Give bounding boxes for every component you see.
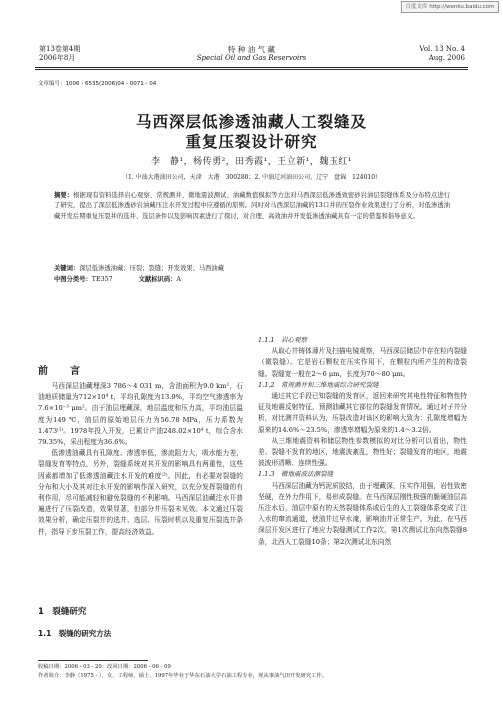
header-left — [39, 45, 80, 63]
doc-code-text: A — [176, 276, 181, 283]
footnote-received: 收稿日期：2006 - 03 - 20；改回日期：2006 - 06 - 09 — [38, 664, 171, 670]
right-paragraph-3: 从三维地震资料和储层物性参数模拟的对比分析可以看出，物性差、裂缝不发育的地区，地震波紊乱，物性好；裂缝发育的地区，地震波波形清晰、连续性强。 — [258, 436, 467, 468]
volume-cn: 第13卷第4期 — [39, 45, 81, 53]
keywords — [54, 264, 450, 274]
abstract-label: 摘要： — [54, 192, 74, 199]
title-line-2: 重复压裂设计研究 — [185, 133, 318, 151]
classification — [54, 275, 450, 285]
subsection-1-1-3: 1.1.3 微地震波法测裂缝 — [258, 470, 334, 479]
affiliation: （1. 中油大港油田公司，天津 大港 300280；2. 中油辽河油田公司，辽宁 盘锦 124010） — [121, 174, 382, 181]
clc-label: 中图分类号： — [54, 276, 92, 283]
keywords-label: 关键词： — [54, 265, 80, 272]
header-rule-thin — [35, 69, 468, 70]
date-cn: 2006年8月 — [39, 54, 76, 62]
journal-en: Special Oil and Gas Reservoirs — [196, 54, 307, 62]
footnote-rule — [38, 660, 148, 661]
footnote-author: 作者简介：李静（1975 - ），女，工程师，硕士，1997年毕业于华东石油大学石油工程专业，现从事油气田开发研究工作。 — [38, 673, 328, 679]
volume-en: Vol. 13 No. 4 — [419, 45, 465, 53]
abstract — [54, 191, 450, 222]
header-center — [150, 45, 353, 63]
right-column — [258, 335, 467, 548]
header-right — [419, 45, 465, 63]
right-paragraph-2: 通过其它手段已知裂缝的发育区，返回来研究其电性特征和物性特征及地震反射特征，预测油藏其它部位的裂缝发育情况。通过对子井分析，对比测井资料认为，压裂改造对该区的影响大致为：孔隙度增幅为原来的14.6%～23.5%，渗透率增幅为原来的1.4～3.2倍。 — [258, 392, 467, 434]
abstract-text: 根据现有资料选择岩心观察、常规测井、微地震波测试、油藏数值模拟等方法对马西深层低渗透致密砂岩油层裂缝体系及分布特点进行了研究，提出了深层低渗透砂岩油藏压注水开发过程中应遵循的原则。同时对马西深层油藏的13口井的压裂作业效果进行了分析，对低渗透油藏开发后期重复压裂井的选井、选层条件以及影响因素进行了探讨，对合理、高效油井开发低渗透油藏具有一定的借鉴和指导意义。 — [54, 192, 451, 220]
title-line-1: 马西深层低渗透油藏人工裂缝及 — [135, 113, 367, 131]
keywords-text: 深层低渗透油藏；压裂；裂缝；开发效果；马西油藏 — [79, 265, 225, 272]
authors: 李 静¹，杨传勇²，田秀霞¹，王立新¹，魏玉红¹ — [150, 157, 353, 167]
preface-heading: 前 言 — [38, 366, 86, 377]
date-en: Aug. 2006 — [428, 54, 465, 62]
journal-cn: 特 种 油 气 藏 — [227, 45, 276, 54]
section-1-heading: 1 裂缝研究 — [38, 607, 87, 617]
article-number: 文章编号：1006 - 6535(2006)04 - 0071 - 04 — [38, 81, 157, 87]
left-column — [38, 381, 243, 538]
subsection-1-1-1: 1.1.1 岩心观察 — [258, 336, 308, 344]
watermark: 百度文库 http://wenku.baidu.com — [401, 1, 499, 13]
subsection-1-1-2: 1.1.2 常规测井和三维地震综合研究裂缝 — [258, 380, 379, 389]
section-1-1-heading: 1.1 裂缝的研究方法 — [38, 629, 112, 638]
clc-text: TE357 — [91, 276, 113, 283]
left-paragraph-1: 马西深层油藏埋深3 786～4 031 m，含油面积为9.0 km²，石油地质储量为712×10⁴ t，平均孔隙度为13.9%，平均空气渗透率为7.6×10⁻³ μm²。由于油层埋藏深，地层温度和压力高，平均油层温度为149 ℃，油层的原始地层压力为56.78 MPa，压力系数为1.473⁽¹⁾。1978年投入开发，已累计产油248.02×10⁴ t，综合含水79.35%，采出程度为36.6%。 — [38, 382, 243, 447]
doc-code-label: 文献标识码： — [138, 276, 177, 283]
left-paragraph-2: 低渗透油藏具有孔隙度、渗透率低，渗流阻力大，吸水能力差，裂缝发育等特点，另外，裂缝系统对其开发的影响具有两重性，这些因素都增加了低渗透油藏注水开发的难度⁽²⁾。因此，有必要对裂缝的分布和大小及其对注水开发的影响作深入研究，以充分发挥裂缝的有利作用，尽可能减轻和避免裂缝的不利影响。马西深层油藏注水开普遍进行了压裂改造，效果显著，但部分井压裂未见效。本文通过压裂效果分析，确定压裂井的选井、选层、压裂时机以及重复压裂选井条件，指导下步压裂工作，提高经济效益。 — [38, 449, 243, 536]
header-rule — [35, 67, 468, 68]
right-paragraph-4: 马西深层油藏为钙泥质胶结，由于埋藏深，压实作用强，岩性致密坚硬，在外力作用下，易形成裂缝。在马西深层刚性极强的脆硬油层高压注水后，油层中原有的天然裂缝体系或后生的人工裂缝体系变成了注入水的窜流通道，使油井过早水淹，影响油井正常生产。为此，在马西深层开发区进行了地应力裂缝测试工作2次，第1次测试北东向然裂缝8条，北西人工裂缝10条；第2次测试北东向然 — [258, 481, 467, 546]
right-paragraph-1: 从取心井铸体薄片及扫描电镜观察，马西深层储层中存在粒内裂缝（微裂缝）。它是岩石颗粒在压实作用下，在颗粒内所产生的构造裂缝。裂缝宽一般在2～6 μm，长度为70～80 μm。 — [258, 347, 467, 378]
